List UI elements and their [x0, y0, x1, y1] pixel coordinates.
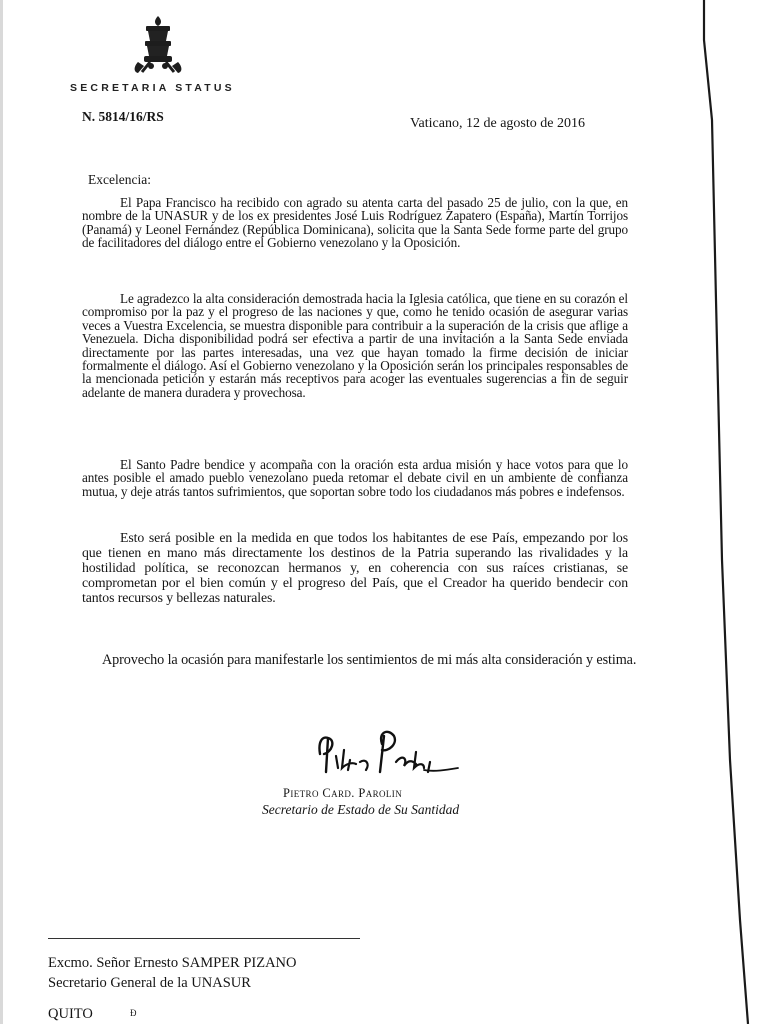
paragraph-2: Le agradezco la alta consideración demostrada hacia la Iglesia católica, que tiene en su corazón el compromiso por la paz y el progreso de las naciones y que, como he tenido ocasión de asegurar varias veces a Vuestra Excelencia, se muestra disponible para contribuir a la superación de la crisis que aflige a Venezuela. Dicha disponibilidad podrá ser efectiva a partir de una invitación a la Santa Sede enviada directamente por las partes interesadas, una vez que hayan tomado la firme decisión de iniciar formalmente el diálogo. Así el Gobierno venezolano y la Oposición serán los principales responsables de la mencionada petición y estarán más receptivos para acoger las eventuales sugerencias a fin de seguir adelante de manera duradera y provechosa.: [82, 291, 628, 400]
city-mark: Ɖ: [130, 1008, 137, 1018]
address-divider: [48, 938, 360, 939]
papal-coat-of-arms-icon: [130, 14, 186, 74]
paragraph-3: El Santo Padre bendice y acompaña con la oración esta ardua misión y hace votos para que lo antes posible el amado pueblo venezolano pueda retomar el debate civil en un ambiente de confianza mutua, y deje atrás tantos sufrimientos, que soportan sobre todo los ciudadanos más pobres e indefensos.: [82, 457, 628, 499]
closing-paragraph: Aprovecho la ocasión para manifestarle los sentimientos de mi más alta consideración y estima.: [102, 652, 637, 668]
handwritten-signature: [312, 724, 462, 786]
signer-title: Secretario de Estado de Su Santidad: [262, 802, 460, 817]
addressee-title: Secretario General de la UNASUR: [48, 975, 251, 991]
salutation: Excelencia:: [88, 172, 151, 187]
reference-number: N. 5814/16/RS: [82, 109, 164, 124]
page-left-edge: [0, 0, 3, 1024]
addressee-city: QUITO: [48, 1006, 93, 1022]
paragraph-4: Esto será posible en la medida en que todos los habitantes de ese País, empezando por los que tienen en mano más directamente los destinos de la Patria superando las rivalidades y la hostilidad política, se reconozcan hermanos y, en coherencia con sus raíces cristianas, se comprometan por el bien común y el progreso del País, que el Creador ha querido bendecir con tantos recursos y bellezas naturales.: [82, 530, 628, 605]
letter-date: Vaticano, 12 de agosto de 2016: [410, 116, 585, 131]
department-heading: SECRETARIA STATUS: [70, 82, 235, 94]
paragraph-1: El Papa Francisco ha recibido con agrado su atenta carta del pasado 25 de julio, con la que, en nombre de la UNASUR y de los ex presidentes José Luis Rodríguez Zapatero (España), Martín Torrijos (Panamá) y Leonel Fernández (República Dominicana), solicita que la Santa Sede forme parte del grupo de facilitadores del diálogo entre el Gobierno venezolano y la Oposición.: [82, 195, 628, 251]
signer-name: Pietro Card. Parolin: [283, 786, 403, 800]
addressee-name: Excmo. Señor Ernesto SAMPER PIZANO: [48, 955, 297, 971]
